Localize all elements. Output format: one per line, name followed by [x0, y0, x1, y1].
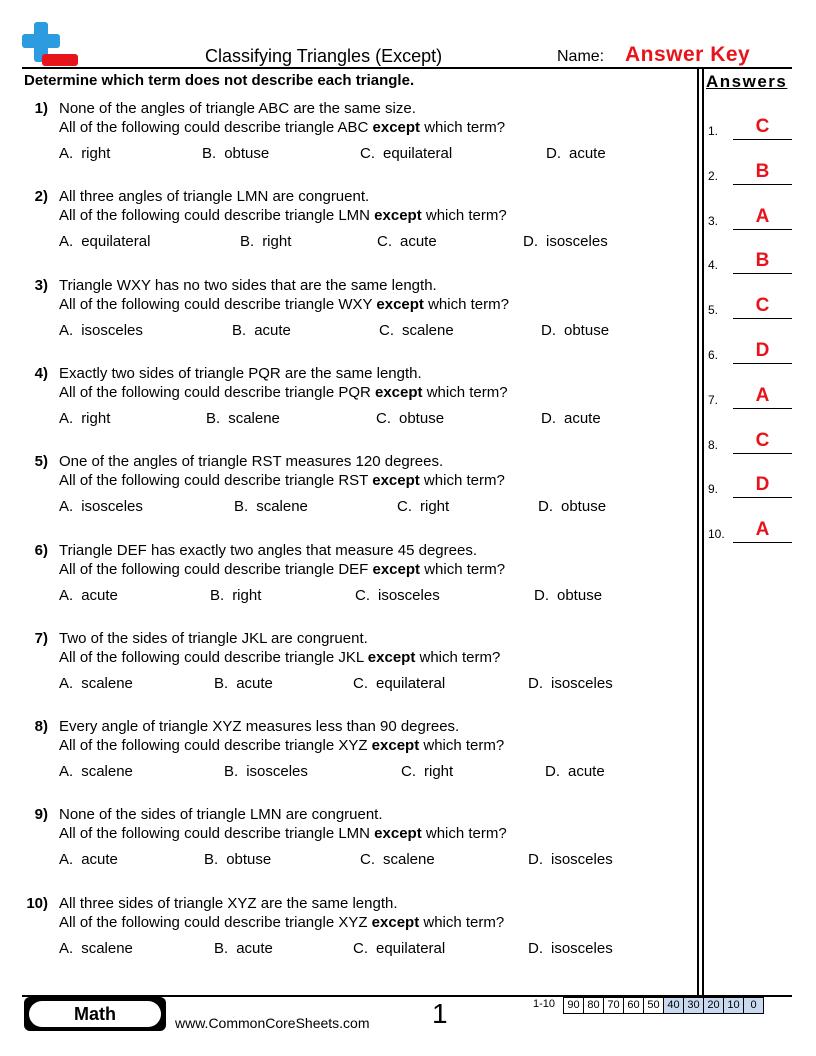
- answer-option: [59, 587, 118, 604]
- answer-option: [523, 233, 608, 250]
- question-prompt-text: which term?: [421, 825, 507, 843]
- question-item: [22, 718, 692, 798]
- answer-option: [204, 851, 271, 868]
- answer-value: D: [755, 340, 770, 361]
- option-letter: B.: [202, 145, 217, 162]
- option-letter: C.: [353, 674, 368, 692]
- question-prompt: [59, 825, 507, 842]
- answer-row: [708, 424, 794, 454]
- option-text: isosceles: [551, 674, 613, 692]
- option-letter: A.: [59, 321, 74, 339]
- option-text: scalene: [383, 851, 435, 869]
- question-item: [22, 895, 692, 975]
- question-prompt-text: which term?: [422, 383, 508, 401]
- answer-option: [360, 851, 435, 868]
- option-letter: C.: [397, 498, 412, 516]
- answer-option: [206, 410, 280, 427]
- answer-value: A: [755, 384, 770, 406]
- question-prompt-text: All of the following could describe triangle ABC: [59, 119, 373, 136]
- option-letter: B.: [232, 321, 247, 339]
- question-prompt: [59, 472, 505, 489]
- option-text: right: [232, 586, 262, 604]
- question-prompt-text: which term?: [420, 119, 506, 136]
- question-item: [22, 630, 692, 710]
- answer-option: [234, 498, 308, 515]
- question-statement: All three sides of triangle XYZ are the same length.: [59, 894, 398, 912]
- question-prompt-text: All of the following could describe triangle PQR: [59, 383, 375, 401]
- answer-row: [708, 289, 794, 319]
- answer-row: [708, 379, 794, 409]
- answer-option: [59, 410, 110, 427]
- answer-option: [59, 675, 133, 692]
- option-text: isosceles: [546, 233, 608, 251]
- answer-option: [528, 851, 613, 868]
- answer-option: [397, 498, 449, 515]
- question-prompt-emphasis: except: [376, 295, 424, 313]
- header-divider: [22, 67, 792, 69]
- question-prompt-text: which term?: [419, 913, 505, 931]
- answer-option: [202, 145, 269, 162]
- option-letter: A.: [59, 939, 74, 957]
- option-letter: A.: [59, 586, 74, 604]
- option-text: acute: [400, 233, 437, 251]
- answer-blank-line: [733, 363, 792, 364]
- answer-blank-line: [733, 139, 792, 140]
- plus-minus-logo-icon: [22, 22, 78, 68]
- answer-value: C: [755, 116, 770, 137]
- option-letter: C.: [377, 233, 392, 251]
- answer-option: [214, 675, 273, 692]
- score-cell: 30: [683, 998, 703, 1013]
- answer-row: [708, 334, 794, 364]
- question-item: [22, 365, 692, 445]
- answer-column-divider-right: [702, 67, 704, 995]
- option-text: right: [81, 409, 111, 427]
- answer-value: D: [755, 474, 770, 496]
- question-prompt: [59, 649, 500, 666]
- question-statement: Every angle of triangle XYZ measures less than 90 degrees.: [59, 718, 460, 736]
- answer-option: [59, 145, 110, 162]
- answer-row: [708, 244, 794, 274]
- answer-option: [210, 587, 261, 604]
- question-prompt-emphasis: except: [371, 737, 420, 755]
- option-letter: B.: [210, 586, 225, 604]
- answer-option: [534, 587, 602, 604]
- option-letter: D.: [541, 409, 556, 427]
- subject-badge: [24, 997, 166, 1031]
- answer-blank-line: [733, 229, 792, 230]
- option-letter: C.: [360, 145, 375, 162]
- answer-column-divider-left: [697, 67, 699, 995]
- answer-option: [541, 410, 601, 427]
- answer-option: [546, 145, 606, 162]
- question-number: 3): [34, 276, 48, 294]
- question-prompt-text: which term?: [415, 648, 501, 666]
- option-text: acute: [254, 321, 291, 339]
- option-text: scalene: [81, 939, 133, 957]
- option-letter: D.: [528, 851, 543, 869]
- answer-option: [528, 940, 613, 957]
- option-text: obtuse: [224, 145, 270, 162]
- question-prompt-emphasis: except: [374, 825, 422, 843]
- question-statement: Exactly two sides of triangle PQR are the same length.: [59, 364, 422, 382]
- option-letter: C.: [353, 939, 368, 957]
- question-item: [22, 806, 692, 886]
- option-text: scalene: [81, 763, 133, 781]
- answer-option: [59, 498, 143, 515]
- question-prompt-text: which term?: [423, 295, 509, 313]
- option-text: obtuse: [564, 321, 610, 339]
- score-cell: 40: [663, 998, 683, 1013]
- question-prompt-emphasis: except: [367, 648, 416, 666]
- option-letter: D.: [546, 145, 561, 162]
- score-cell: 60: [623, 998, 643, 1013]
- answer-blank-line: [733, 408, 792, 409]
- answer-blank-line: [733, 184, 792, 185]
- answer-value: A: [755, 205, 770, 227]
- option-text: acute: [81, 851, 118, 869]
- option-letter: D.: [541, 321, 556, 339]
- question-number: 6): [34, 541, 48, 559]
- question-prompt-emphasis: except: [371, 913, 420, 931]
- score-cell: 80: [583, 998, 603, 1013]
- option-letter: B.: [206, 409, 221, 427]
- option-text: acute: [236, 674, 273, 692]
- option-letter: B.: [240, 233, 255, 251]
- question-number: 9): [34, 806, 48, 824]
- question-prompt-emphasis: except: [374, 207, 422, 225]
- question-prompt: [59, 914, 504, 931]
- option-text: isosceles: [81, 321, 143, 339]
- answer-option: [545, 763, 605, 780]
- question-prompt: [59, 119, 505, 136]
- answer-option: [538, 498, 606, 515]
- option-text: equilateral: [376, 674, 446, 692]
- option-letter: D.: [545, 763, 560, 781]
- answer-option: [59, 763, 133, 780]
- answer-blank-line: [733, 542, 792, 543]
- question-item: [22, 453, 692, 533]
- answer-row: [708, 110, 794, 140]
- answer-row: [708, 468, 794, 498]
- question-prompt-text: All of the following could describe triangle XYZ: [59, 737, 372, 755]
- option-text: right: [424, 763, 454, 781]
- answer-value: B: [755, 160, 770, 182]
- answer-number: 4.: [708, 258, 719, 273]
- option-text: equilateral: [383, 145, 453, 162]
- question-prompt: [59, 384, 508, 401]
- answer-blank-line: [733, 273, 792, 274]
- question-item: [22, 100, 692, 180]
- option-text: acute: [568, 763, 605, 781]
- option-text: obtuse: [561, 498, 607, 516]
- answer-option: [377, 233, 437, 250]
- question-item: [22, 542, 692, 622]
- option-text: obtuse: [226, 851, 272, 869]
- option-letter: C.: [379, 321, 394, 339]
- option-text: isosceles: [81, 498, 143, 516]
- answer-key-label: Answer Key: [625, 43, 751, 66]
- option-text: isosceles: [551, 851, 613, 869]
- worksheet-title: Classifying Triangles (Except): [205, 46, 443, 66]
- question-prompt-text: which term?: [420, 560, 506, 578]
- question-prompt-emphasis: except: [372, 119, 421, 136]
- answer-option: [355, 587, 440, 604]
- answer-number: 8.: [708, 437, 719, 452]
- question-prompt-emphasis: except: [372, 560, 421, 578]
- option-letter: A.: [59, 851, 74, 869]
- option-letter: D.: [523, 233, 538, 251]
- answer-option: [528, 675, 613, 692]
- option-text: acute: [81, 586, 118, 604]
- option-letter: D.: [528, 674, 543, 692]
- answer-number: 7.: [708, 392, 719, 407]
- option-letter: A.: [59, 498, 74, 516]
- option-letter: B.: [214, 674, 229, 692]
- option-letter: C.: [355, 586, 370, 604]
- option-letter: D.: [534, 586, 549, 604]
- question-prompt-emphasis: except: [372, 472, 420, 490]
- question-statement: Two of the sides of triangle JKL are congruent.: [59, 629, 368, 647]
- option-text: scalene: [402, 321, 454, 339]
- question-prompt-text: which term?: [419, 737, 505, 755]
- page-number: 1: [432, 998, 448, 1029]
- option-text: acute: [569, 145, 606, 162]
- question-number: 8): [34, 718, 48, 736]
- option-letter: D.: [528, 939, 543, 957]
- answer-number: 1.: [708, 124, 719, 138]
- option-text: acute: [564, 409, 601, 427]
- option-letter: A.: [59, 233, 74, 251]
- option-text: right: [262, 233, 292, 251]
- answer-value: C: [755, 295, 770, 317]
- option-text: scalene: [256, 498, 308, 516]
- answer-option: [360, 145, 452, 162]
- subject-label: Math: [29, 1001, 161, 1027]
- answer-row: [708, 200, 794, 230]
- instructions: Determine which term does not describe each triangle.: [24, 72, 415, 89]
- answer-number: 2.: [708, 168, 719, 183]
- question-number: 5): [34, 453, 48, 471]
- answer-number: 5.: [708, 303, 719, 318]
- question-prompt: [59, 207, 507, 224]
- option-letter: A.: [59, 674, 74, 692]
- option-text: isosceles: [551, 939, 613, 957]
- option-text: isosceles: [378, 586, 440, 604]
- site-url: www.CommonCoreSheets.com: [175, 1015, 370, 1031]
- option-letter: B.: [224, 763, 239, 781]
- question-prompt: [59, 561, 505, 578]
- question-prompt: [59, 296, 509, 313]
- option-text: obtuse: [399, 409, 445, 427]
- option-text: isosceles: [246, 763, 308, 781]
- answer-option: [401, 763, 453, 780]
- option-text: scalene: [81, 674, 133, 692]
- question-statement: Triangle WXY has no two sides that are the same length.: [59, 276, 437, 294]
- answer-option: [214, 940, 273, 957]
- name-label: Name:: [557, 48, 605, 65]
- answer-row: [708, 155, 794, 185]
- answer-number: 10.: [708, 527, 725, 542]
- option-letter: B.: [204, 851, 219, 869]
- question-prompt-text: All of the following could describe triangle XYZ: [59, 913, 372, 931]
- question-prompt-text: All of the following could describe triangle JKL: [59, 648, 368, 666]
- option-text: scalene: [228, 409, 280, 427]
- answer-option: [353, 675, 445, 692]
- answer-option: [59, 233, 150, 250]
- answer-option: [376, 410, 444, 427]
- option-text: right: [420, 498, 450, 516]
- score-cell: 90: [567, 999, 580, 1011]
- question-number: 1): [34, 100, 48, 117]
- answer-number: 6.: [708, 348, 719, 362]
- question-item: [22, 277, 692, 357]
- answer-option: [379, 322, 454, 339]
- question-item: [22, 188, 692, 268]
- option-text: right: [81, 145, 111, 162]
- question-number: 10): [26, 894, 48, 912]
- answer-option: [541, 322, 609, 339]
- question-prompt-text: which term?: [421, 207, 507, 225]
- score-range-label: 1-10: [533, 998, 556, 1010]
- answer-number: 3.: [708, 213, 719, 228]
- answer-value: C: [755, 429, 770, 451]
- option-letter: C.: [376, 409, 391, 427]
- option-letter: B.: [214, 939, 229, 957]
- question-statement: One of the angles of triangle RST measures 120 degrees.: [59, 453, 444, 471]
- answer-value: B: [755, 250, 770, 272]
- answer-option: [240, 233, 291, 250]
- answer-blank-line: [733, 453, 792, 454]
- question-number: 2): [34, 188, 48, 206]
- option-letter: C.: [360, 851, 375, 869]
- answer-option: [59, 851, 118, 868]
- question-prompt-text: All of the following could describe triangle RST: [59, 472, 373, 490]
- question-number: 7): [34, 629, 48, 647]
- question-prompt-text: All of the following could describe triangle LMN: [59, 825, 375, 843]
- score-cell: 0: [743, 998, 763, 1013]
- score-cell: 20: [703, 998, 723, 1013]
- question-statement: None of the angles of triangle ABC are the same size.: [59, 100, 416, 117]
- option-letter: A.: [59, 145, 74, 162]
- answer-blank-line: [733, 497, 792, 498]
- answer-option: [232, 322, 291, 339]
- question-prompt-text: which term?: [419, 472, 505, 490]
- answer-row: [708, 513, 794, 543]
- answer-option: [59, 322, 143, 339]
- answer-value: A: [755, 519, 770, 541]
- option-text: equilateral: [376, 939, 446, 957]
- score-cell: 50: [643, 998, 663, 1013]
- option-letter: D.: [538, 498, 553, 516]
- option-text: obtuse: [557, 586, 603, 604]
- option-letter: C.: [401, 763, 416, 781]
- answer-option: [224, 763, 308, 780]
- answer-option: [59, 940, 133, 957]
- question-statement: None of the sides of triangle LMN are congruent.: [59, 806, 383, 824]
- score-cell: 10: [723, 998, 743, 1013]
- option-letter: B.: [234, 498, 249, 516]
- question-statement: All three angles of triangle LMN are congruent.: [59, 188, 370, 206]
- answer-blank-line: [733, 318, 792, 319]
- question-number: 4): [34, 364, 48, 382]
- answers-heading: Answers: [706, 72, 788, 91]
- question-prompt-text: All of the following could describe triangle DEF: [59, 560, 373, 578]
- option-letter: A.: [59, 409, 74, 427]
- answer-number: 9.: [708, 482, 719, 497]
- answer-option: [353, 940, 445, 957]
- score-table: [563, 997, 764, 1014]
- question-prompt-emphasis: except: [375, 383, 423, 401]
- option-letter: A.: [59, 763, 74, 781]
- option-text: equilateral: [81, 233, 151, 251]
- question-prompt-text: All of the following could describe triangle WXY: [59, 295, 377, 313]
- question-prompt-text: All of the following could describe triangle LMN: [59, 207, 375, 225]
- question-statement: Triangle DEF has exactly two angles that measure 45 degrees.: [59, 541, 477, 559]
- option-text: acute: [236, 939, 273, 957]
- score-cell: 70: [603, 998, 623, 1013]
- question-prompt: [59, 737, 504, 754]
